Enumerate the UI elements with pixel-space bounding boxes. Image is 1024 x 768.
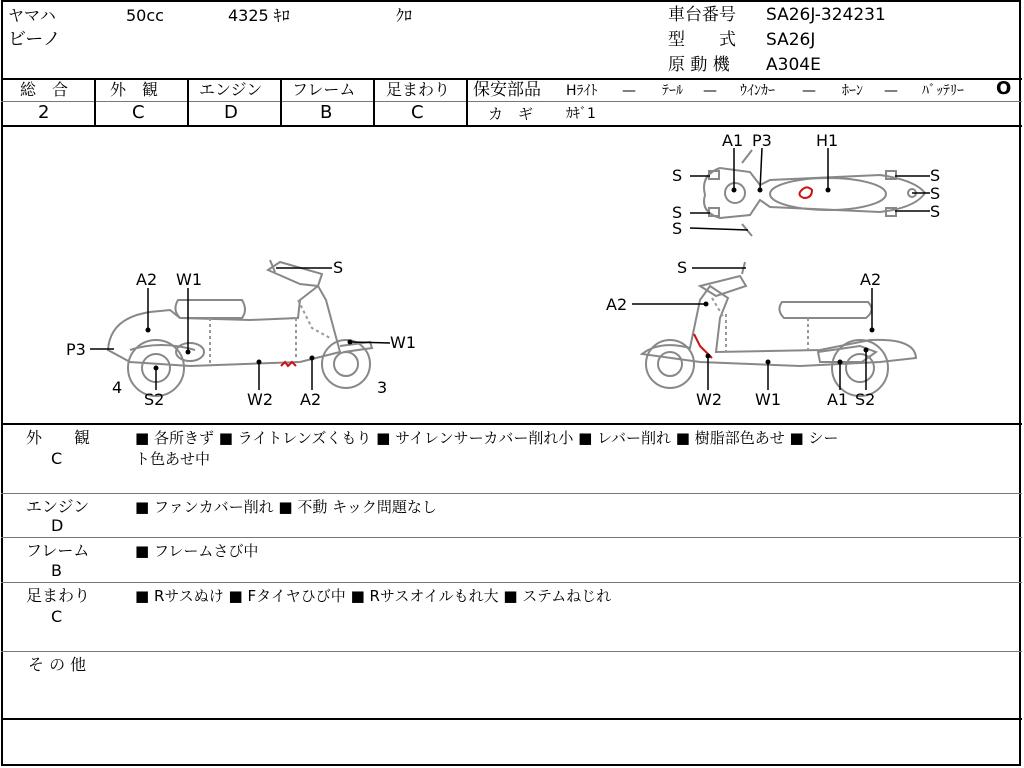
top-label-a1: A1 [722,131,744,150]
right-label-w1: W1 [755,390,781,409]
left-label-w1: W1 [176,270,202,289]
left-label-a2: A2 [136,270,158,289]
note-suspension-label: 足まわり [26,586,91,605]
note-exterior-label: 外 観 [26,428,91,447]
exterior-label: 外 観 [110,80,159,99]
note-engine-label: エンジン [26,497,90,516]
frame-no-label: 車台番号 [668,5,736,25]
type-label: 型 式 [668,30,736,50]
note-engine-text: ■ ファンカバー削れ ■ 不動 キック問題なし [135,498,437,516]
damage-mark-seat [800,187,813,198]
note-exterior-text-2: ト色あせ中 [135,450,211,468]
key-value: ｶｷﾞ1 [566,106,596,122]
note-suspension-text: ■ Rサスぬけ ■ Fタイヤひび中 ■ Rサスオイルもれ大 ■ ステムねじれ [135,587,612,605]
right-label-a2b: A2 [860,270,882,289]
note-frame-text: ■ フレームさび中 [135,542,259,560]
right-label-a1: A1 [827,390,849,409]
grade-divider-4 [373,78,375,126]
grade-divider-2 [187,78,189,126]
exterior-grade: C [132,102,145,123]
engine-label: 原 動 機 [668,55,730,75]
right-label-s2: S2 [855,390,876,409]
maker: ヤマハ [8,6,56,25]
key-label: カ ギ [488,105,534,123]
notes-bottom-line [1,718,1022,720]
safety-battery-mark: O [996,78,1012,99]
left-label-3: 3 [377,378,388,397]
note-other-label: そ の 他 [28,655,87,674]
mileage: 4325 ｷﾛ [228,6,290,25]
total-grade: 2 [38,102,50,123]
safety-label: 保安部品 [473,80,541,100]
top-label-s-2: S [672,203,683,222]
note-frame-grade: B [51,561,62,580]
note-frame-label: フレーム [26,541,90,560]
top-label-s-4: S [930,166,941,185]
suspension-grade-label: 足まわり [386,80,451,99]
color: ｸﾛ [396,6,413,25]
type-value: SA26J [766,30,816,50]
top-view-scooter [704,150,925,236]
notes-line-4 [1,651,1022,652]
top-label-s-5: S [930,184,941,203]
safety-tail-mark: — [703,83,717,99]
engine-value: A304E [766,55,821,75]
left-label-w2: W2 [247,390,273,409]
frame-no: SA26J-324231 [766,5,886,25]
engine-grade-label: エンジン [199,80,263,99]
safety-headlight-mark: — [622,83,636,99]
safety-horn: ﾎｰﾝ [842,83,863,99]
left-label-s2: S2 [144,390,165,409]
top-label-s-1: S [672,166,683,185]
safety-headlight: Hﾗｲﾄ [566,83,598,99]
note-suspension-grade: C [51,607,63,626]
grade-mid-line [1,101,1022,102]
scooter-diagram [0,126,1022,424]
grade-divider-1 [94,78,96,126]
left-label-4: 4 [112,378,123,397]
total-label: 総 合 [20,80,69,99]
notes-top-line [1,423,1022,425]
displacement: 50cc [126,6,164,25]
note-exterior-grade: C [51,449,63,468]
left-label-a2b: A2 [300,390,322,409]
right-label-w2: W2 [696,390,722,409]
right-label-s: S [677,258,688,277]
frame-grade: B [320,102,333,123]
safety-tail: ﾃｰﾙ [662,83,683,99]
right-label-a2: A2 [606,295,628,314]
top-label-p3: P3 [752,131,772,150]
grade-divider-5 [466,78,468,126]
left-label-p3: P3 [66,340,86,359]
left-label-s: S [333,258,344,277]
note-engine-grade: D [51,516,64,535]
engine-grade: D [224,102,238,123]
grade-divider-3 [280,78,282,126]
notes-line-3 [1,582,1022,583]
left-label-w1b: W1 [390,333,416,352]
safety-horn-mark: — [884,83,898,99]
damage-marks [281,187,812,366]
model-name: ビーノ [8,29,61,50]
notes-line-2 [1,537,1022,538]
top-label-s-6: S [930,202,941,221]
safety-battery: ﾊﾞｯﾃﾘｰ [922,83,964,99]
suspension-grade: C [411,102,424,123]
frame-grade-label: フレーム [292,80,356,99]
notes-line-1 [1,493,1022,494]
top-label-s-3: S [672,219,683,238]
note-exterior-text: ■ 各所きず ■ ライトレンズくもり ■ サイレンサーカバー削れ小 ■ レバー削れ ■ 樹脂部色あせ ■ シー [135,429,839,447]
top-label-h1: H1 [816,131,839,150]
safety-winker-mark: — [802,83,816,99]
safety-winker: ｳｲﾝｶｰ [740,83,775,99]
